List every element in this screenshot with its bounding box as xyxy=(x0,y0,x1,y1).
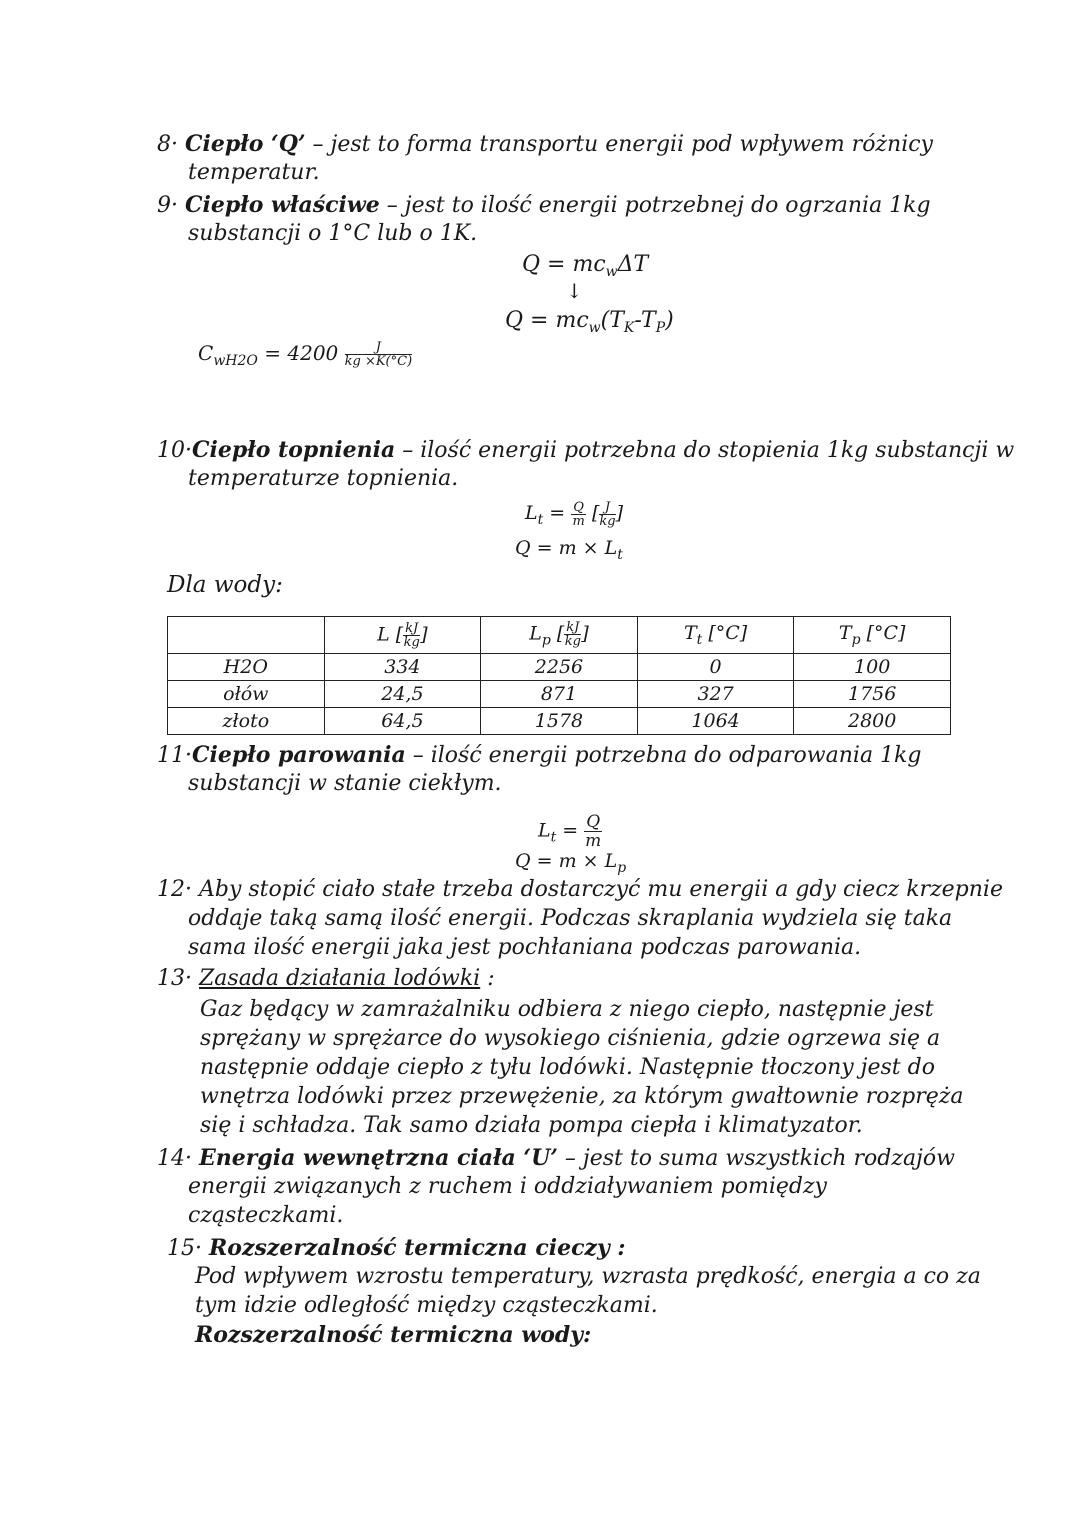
cell-tp: 1756 xyxy=(794,681,951,708)
item-15 xyxy=(167,1233,626,1264)
item-9-continuation: substancji o 1°C lub o 1K. xyxy=(188,221,478,246)
item-11-continuation: substancji w stanie ciekłym. xyxy=(188,771,502,796)
item-15-line: tym idzie odległość między cząsteczkami. xyxy=(195,1293,658,1318)
item-14-line: cząsteczkami. xyxy=(188,1203,344,1228)
table-caption: Dla wody: xyxy=(167,572,283,598)
row-name: złoto xyxy=(168,708,325,735)
formula-specific-heat-water: $C_{wH2O} = 4200$ $\frac{J}{kg \times K(^\circ C)}$ xyxy=(198,340,413,369)
item-10-term: Ciepło topnienia xyxy=(192,437,396,463)
item-14 xyxy=(157,1143,955,1174)
item-9 xyxy=(157,190,931,221)
item-8-continuation: temperatur. xyxy=(188,160,320,185)
item-10-continuation: temperaturze topnienia. xyxy=(188,466,459,491)
item-13-line: się i schładza. Tak samo działa pompa ciepła i klimatyzator. xyxy=(200,1113,863,1138)
header-melting-temp: $T_t$ [°C] xyxy=(637,617,794,654)
header-vaporization-heat: $L_p$ [ $\frac{kJ}{kg}$ ] xyxy=(481,617,638,654)
table-row xyxy=(168,708,951,735)
item-11-number: 11· xyxy=(157,743,192,768)
item-11-term: Ciepło parowania xyxy=(192,742,406,768)
unit-fraction: $\frac{J}{kg \times K(^\circ C)}$ xyxy=(344,340,413,369)
item-13-number: 13· xyxy=(157,966,192,991)
formula-q-m-lt: $Q = m \times L_t$ xyxy=(515,537,623,563)
item-9-text: – jest to ilość energii potrzebnej do ogrzania 1kg xyxy=(379,193,931,218)
item-12 xyxy=(157,875,1003,905)
item-9-term: Ciepło właściwe xyxy=(185,192,380,218)
item-12-line: sama ilość energii jaka jest pochłaniana podczas parowania. xyxy=(188,935,862,960)
item-15-line: Pod wpływem wzrostu temperatury, wzrasta prędkość, energia a co za xyxy=(195,1264,981,1289)
formula-lt-2: $L_t$ = $\frac{Q}{m}$ xyxy=(538,812,602,851)
item-13-line: Gaz będący w zamrażalniku odbiera z niego ciepło, następnie jest xyxy=(200,997,934,1022)
item-15-title: Rozszerzalność termiczna cieczy : xyxy=(209,1235,626,1261)
item-14-term: Energia wewnętrzna ciała ‘U’ xyxy=(199,1145,558,1171)
item-11 xyxy=(157,740,921,771)
item-10-text: – ilość energii potrzebna do stopienia 1kg substancji w xyxy=(395,438,1015,463)
cell-tt: 1064 xyxy=(637,708,794,735)
header-boiling-temp: $T_p$ [°C] xyxy=(794,617,951,654)
item-8-term: Ciepło ‘Q’ xyxy=(185,131,306,157)
item-13-line: sprężany w sprężarce do wysokiego ciśnienia, gdzie ogrzewa się a xyxy=(200,1026,941,1051)
cell-tt: 0 xyxy=(637,654,794,681)
item-10-number: 10· xyxy=(157,438,192,463)
item-14-number: 14· xyxy=(157,1146,192,1171)
item-14-text: – jest to suma wszystkich rodzajów xyxy=(557,1146,955,1171)
formula-q-m-lp: $Q = m \times L_p$ xyxy=(515,850,627,876)
cell-tt: 327 xyxy=(637,681,794,708)
cell-l: 64,5 xyxy=(324,708,481,735)
item-9-number: 9· xyxy=(157,193,178,218)
item-12-number: 12· xyxy=(157,877,192,902)
item-13-title: Zasada działania lodówki xyxy=(199,966,481,991)
row-name: H2O xyxy=(168,654,325,681)
item-12-line: Aby stopić ciało stałe trzeba dostarczyć mu energii a gdy ciecz krzepnie xyxy=(199,877,1003,902)
cell-lp: 871 xyxy=(481,681,638,708)
cell-l: 334 xyxy=(324,654,481,681)
formula-latent-heat: $L_t$ = $\frac{Q}{m}$ [ $\frac{J}{kg}$ ] xyxy=(525,499,624,529)
header-latent-heat: L [ $\frac{kJ}{kg}$ ] xyxy=(324,617,481,654)
item-8-number: 8· xyxy=(157,132,178,157)
item-10 xyxy=(157,435,1014,466)
item-8-text: – jest to forma transportu energii pod wpływem różnicy xyxy=(305,132,933,157)
cell-l: 24,5 xyxy=(324,681,481,708)
item-14-line: energii związanych z ruchem i oddziaływaniem pomiędzy xyxy=(188,1174,827,1199)
item-13-line: wnętrza lodówki przez przewężenie, za którym gwałtownie rozpręża xyxy=(200,1084,964,1109)
row-name: ołów xyxy=(168,681,325,708)
table-row xyxy=(168,681,951,708)
formula-heat-expanded: $Q = mc_w(T_K-T_P)$ xyxy=(505,308,674,336)
table-row xyxy=(168,654,951,681)
cell-lp: 1578 xyxy=(481,708,638,735)
heat-properties-table xyxy=(167,616,951,735)
header-empty xyxy=(168,617,325,654)
formula-arrow: ↓ xyxy=(566,279,583,303)
cell-tp: 100 xyxy=(794,654,951,681)
table-header-row xyxy=(168,617,951,654)
item-13: 13· Zasada działania lodówki : xyxy=(157,966,495,991)
item-13-line: następnie oddaje ciepło z tyłu lodówki. Następnie tłoczony jest do xyxy=(200,1055,935,1080)
formula-heat: $Q = mc_w\Delta T$ xyxy=(522,252,649,280)
cell-tp: 2800 xyxy=(794,708,951,735)
item-12-line: oddaje taką samą ilość energii. Podczas skraplania wydziela się taka xyxy=(188,906,953,931)
item-15-subtitle: Rozszerzalność termiczna wody: xyxy=(195,1322,592,1348)
item-11-text: – ilość energii potrzebna do odparowania 1kg xyxy=(405,743,922,768)
cell-lp: 2256 xyxy=(481,654,638,681)
item-15-number: 15· xyxy=(167,1236,202,1261)
item-8 xyxy=(157,129,933,160)
